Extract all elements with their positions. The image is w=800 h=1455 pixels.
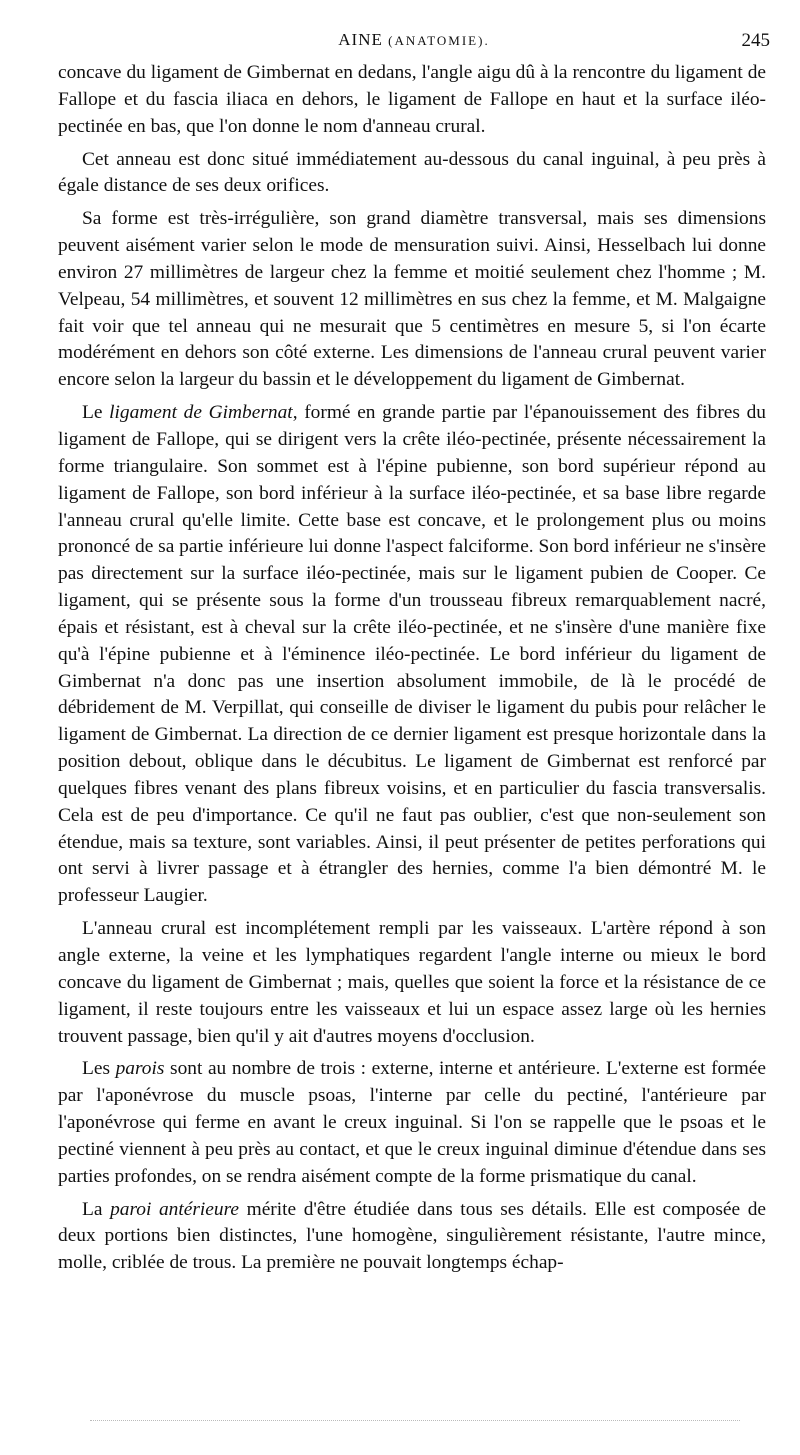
text-run: Le <box>82 402 110 424</box>
text-run: sont au nombre de trois : externe, interne et antérieure. L'externe est formée par l'aponévrose du muscle psoas, l'interne par celle du pectiné, l'antérieure par l'aponévrose qui ferme en avant le creux inguinal. Si l'on se rappelle que le psoas et le pectiné viennent à peu près au contact, et que le creux inguinal diminue d'étendue dans ses parties profondes, on se rendra aisément compte de la forme prismatique du canal. <box>58 1058 766 1187</box>
paragraph <box>58 916 766 1050</box>
text-run: Sa forme est très-irrégulière, son grand diamètre transversal, mais ses dimensions peuvent aisément varier selon le mode de mensuration suivi. Ainsi, Hesselbach lui donne environ 27 millimètres de largeur chez la femme et moitié seulement chez l'homme ; M. Velpeau, 54 millimètres, et souvent 12 millimètres en sus chez la femme, et M. Malgaigne fait voir que tel anneau qui ne mesurait que 5 centimètres en mesure 5, si l'on écarte modérément en dehors son côté externe. Les dimensions de l'anneau crural peuvent varier encore selon la largeur du bassin et le développement du ligament de Gimbernat. <box>58 208 766 391</box>
text-run: , formé en grande partie par l'épanouissement des fibres du ligament de Fallope, qui se dirigent vers la crête iléo-pectinée, présente nécessairement la forme triangulaire. Son sommet est à l'épine pubienne, son bord supérieur répond au ligament de Fallope, son bord inférieur à la surface iléo-pectinée, et sa base libre regarde l'anneau crural qu'elle limite. Cette base est concave, et le prolongement plus ou moins prononcé de sa partie inférieure lui donne l'aspect falciforme. Son bord inférieur ne s'insère pas directement sur la surface iléo-pectinée, mais sur le ligament pubien de Cooper. Ce ligament, qui se présente sous la forme d'un trousseau fibreux remarquablement nacré, épais et résistant, est à cheval sur la crête iléo-pectinée, et ne s'insère d'une manière fixe qu'à l'épine pubienne et à l'éminence iléo-pectinée. Le bord inférieur du ligament de Gimbernat n'a donc pas une insertion absolument immobile, de là le procédé de débridement de M. Verpillat, qui conseille de diviser le ligament du pubis pour relâcher le ligament de Gimbernat. La direction de ce dernier ligament est presque horizontale dans la position debout, oblique dans le décubitus. Le ligament de Gimbernat est renforcé par quelques fibres venant des plans fibreux voisins, et en particulier du fascia transversalis. Cela est de peu d'importance. Ce qu'il ne faut pas oublier, c'est que non-seulement son étendue, mais sa texture, sont variables. Ainsi, il peut présenter de petites perforations qui ont servi à livrer passage et à étrangler des hernies, comme l'a bien démontré M. le professeur Laugier. <box>58 402 767 907</box>
italic-term: parois <box>115 1058 165 1080</box>
text-run: concave du ligament de Gimbernat en dedans, l'angle aigu dû à la rencontre du ligament de Fallope et du fascia iliaca en dehors, le ligament de Fallope en haut et la surface iléo-pectinée en bas, que l'on donne le nom d'anneau crural. <box>58 62 766 137</box>
paragraph <box>58 1056 766 1190</box>
paragraph-continued <box>58 60 766 141</box>
text-run: Cet anneau est donc situé immédiatement au-dessous du canal inguinal, à peu près à égale distance de ses deux orifices. <box>58 148 766 197</box>
running-title <box>58 30 770 50</box>
paragraph <box>58 400 766 910</box>
paragraph <box>58 206 766 394</box>
text-run: L'anneau crural est incomplétement rempli par les vaisseaux. L'artère répond à son angle externe, la veine et les lymphatiques regardent l'angle interne ou mieux le bord concave du ligament de Gimbernat ; mais, quelles que soient la force et la résistance de ce ligament, il reste toujours entre les vaisseaux et lui un espace assez large où les hernies trouvent passage, bien qu'il y ait d'autres moyens d'occlusion. <box>58 918 766 1047</box>
paragraph <box>58 1197 766 1278</box>
page-number: 245 <box>741 30 770 51</box>
body-text <box>58 60 766 1283</box>
paragraph <box>58 147 766 201</box>
text-run: mérite d'être étudiée dans tous ses détails. Elle est composée de deux portions bien distinctes, l'une homogène, singulièrement résistante, l'autre mince, molle, criblée de trous. La première ne pouvait longtemps échap- <box>58 1198 766 1274</box>
italic-term: ligament de Gimbernat <box>109 402 293 424</box>
text-run: La <box>82 1198 111 1220</box>
header-subtitle: (ANATOMIE). <box>388 33 490 48</box>
italic-term: paroi antérieure <box>110 1198 240 1220</box>
text-run: Les <box>82 1058 116 1080</box>
header-title: AINE <box>338 30 383 49</box>
bottom-margin-mark <box>90 1420 740 1421</box>
running-header <box>58 30 770 54</box>
